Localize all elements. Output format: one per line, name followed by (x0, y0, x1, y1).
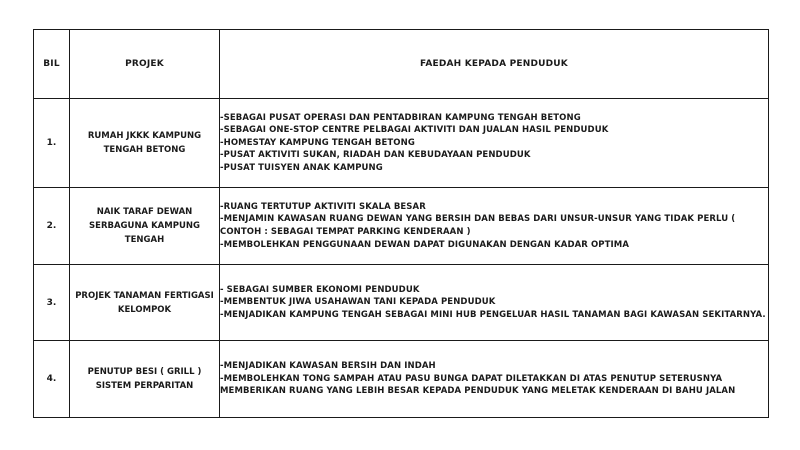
benefit-item: -MENJADIKAN KAWASAN BERSIH DAN INDAH (220, 361, 436, 372)
project-name: NAIK TARAF DEWAN SERBAGUNA KAMPUNG TENGAH (70, 188, 220, 265)
row-number: 3. (34, 265, 70, 341)
row-number: 4. (34, 341, 70, 418)
table-row (34, 188, 769, 265)
benefit-item: -PUSAT TUISYEN ANAK KAMPUNG (220, 162, 383, 173)
header-faedah: FAEDAH KEPADA PENDUDUK (220, 30, 769, 99)
benefit-item: -PUSAT AKTIVITI SUKAN, RIADAH DAN KEBUDAYAAN PENDUDUK (220, 150, 531, 161)
table-header-row (34, 30, 769, 99)
benefit-item: -MENJAMIN KAWASAN RUANG DEWAN YANG BERSIH DAN BEBAS DARI UNSUR-UNSUR YANG TIDAK PERLU ( CONTOH : SEBAGAI TEMPAT PARKING KENDERAAN ) (220, 214, 736, 237)
row-number: 2. (34, 188, 70, 265)
benefits-cell (220, 188, 769, 265)
benefit-item: -MEMBOLEHKAN PENGGUNAAN DEWAN DAPAT DIGUNAKAN DENGAN KADAR OPTIMA (220, 239, 630, 250)
project-name: PENUTUP BESI ( GRILL ) SISTEM PERPARITAN (70, 341, 220, 418)
row-number: 1. (34, 99, 70, 188)
table-row (34, 265, 769, 341)
benefit-item: -MEMBENTUK JIWA USAHAWAN TANI KEPADA PENDUDUK (220, 297, 496, 308)
table-row (34, 341, 769, 418)
header-projek: PROJEK (70, 30, 220, 99)
table-row (34, 99, 769, 188)
benefits-cell (220, 265, 769, 341)
benefits-cell (220, 99, 769, 188)
benefit-item: -HOMESTAY KAMPUNG TENGAH BETONG (220, 137, 415, 148)
benefit-item: -RUANG TERTUTUP AKTIVITI SKALA BESAR (220, 201, 426, 212)
project-name: PROJEK TANAMAN FERTIGASI KELOMPOK (70, 265, 220, 341)
benefit-item: -SEBAGAI ONE-STOP CENTRE PELBAGAI AKTIVITI DAN JUALAN HASIL PENDUDUK (220, 125, 609, 136)
project-name: RUMAH JKKK KAMPUNG TENGAH BETONG (70, 99, 220, 188)
benefit-item: -SEBAGAI PUSAT OPERASI DAN PENTADBIRAN KAMPUNG TENGAH BETONG (220, 112, 581, 123)
benefit-item: - SEBAGAI SUMBER EKONOMI PENDUDUK (220, 284, 420, 295)
benefit-item: -MENJADIKAN KAMPUNG TENGAH SEBAGAI MINI HUB PENGELUAR HASIL TANAMAN BAGI KAWASAN SEKITARNYA. (220, 309, 766, 320)
benefits-cell (220, 341, 769, 418)
projects-table (33, 29, 769, 418)
header-bil: BIL (34, 30, 70, 99)
benefit-item: -MEMBOLEHKAN TONG SAMPAH ATAU PASU BUNGA DAPAT DILETAKKAN DI ATAS PENUTUP SETERUSNYA MEMBERIKAN RUANG YANG LEBIH BESAR KEPADA PENDUDUK YANG MELETAK KENDERAAN DI BAHU JALAN (220, 373, 736, 397)
